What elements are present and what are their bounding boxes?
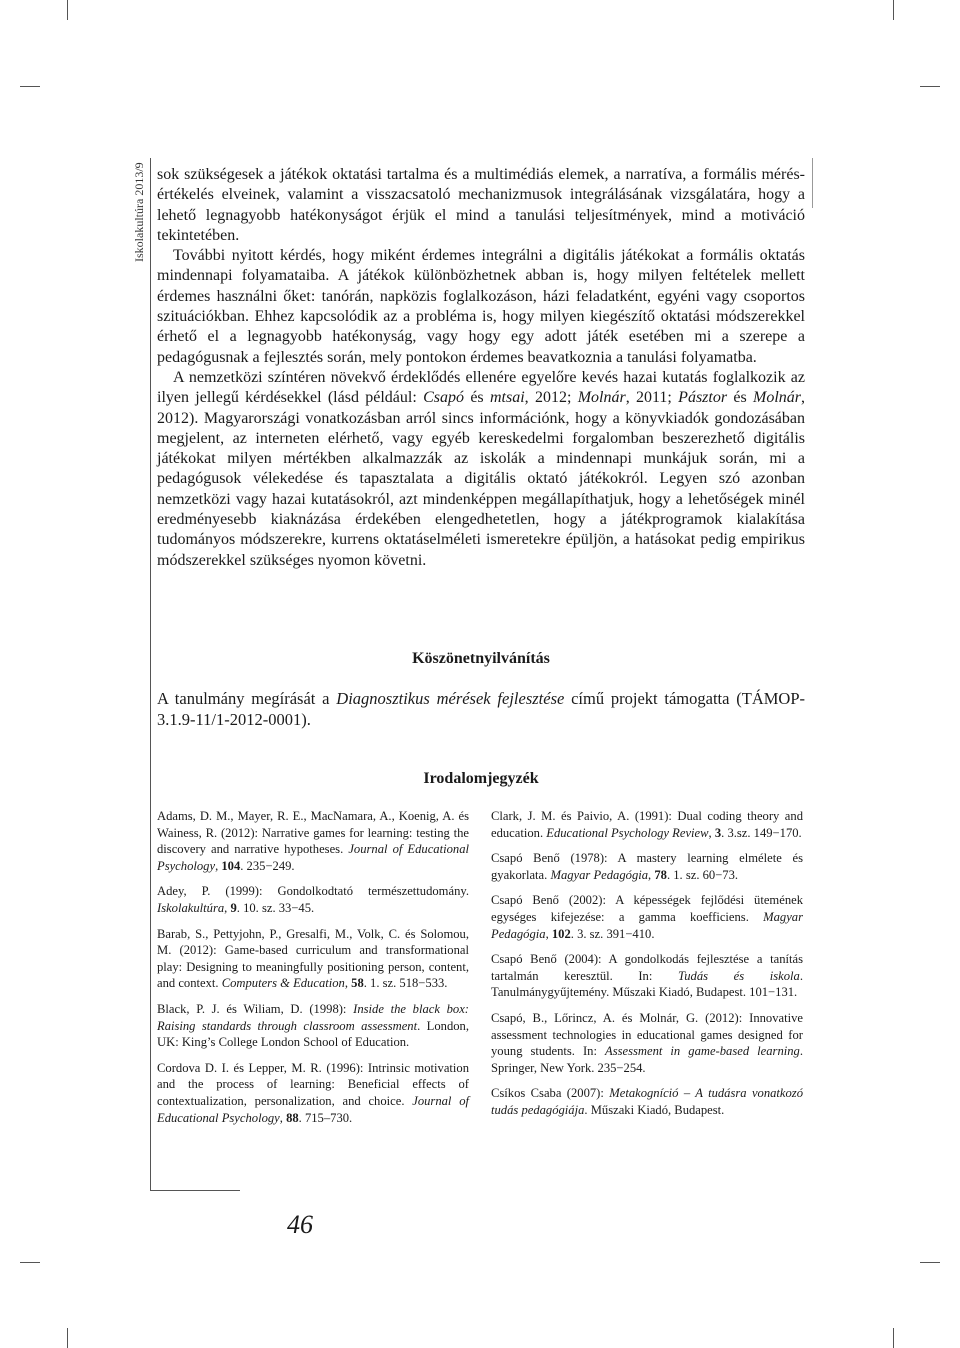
acknowledgement-heading: Köszönetnyilvánítás — [412, 650, 550, 667]
reference-entry: Csapó Benő (2002): A képességek fejlődési ütemének egységes kifejezése: a gamma koefficiens. Magyar Pedagógia, 102. 3. sz. 391−410. — [491, 893, 803, 941]
reference-entry: Black, P. J. és Wiliam, D. (1998): Inside the black box: Raising standards through classroom assessment. London, UK: King’s College London School of Education. — [157, 1001, 469, 1050]
references-left-column — [157, 808, 469, 1135]
paragraph: További nyitott kérdés, hogy miként érdemes integrálni a digitális játékokat a formális oktatás mindennapi folyamataiba. A játékok különbözhetnek abban is, hogy milyen feltételek mellett érdemes használni őket: tanórán, napközis foglalkozáson, házi feladatként, egyéni vagy csoportos szituációkban. Ehhez kapcsolódik az a probléma is, hogy milyen kiegészítő oktatási módszerekkel érhető el a legnagyobb hatékonyság, vagy hogy egy adott játék esetében mi a szerepe a pedagógusnak a fejlesztés során, mely pontokon érdemes beavatkoznia a tanulási folyamatba. — [157, 247, 805, 366]
body-text — [157, 165, 805, 571]
crop-mark — [67, 1328, 68, 1348]
reference-entry: Csapó, B., Lőrincz, A. és Molnár, G. (2012): Innovative assessment technologies in educational games designed for young students. In: Assessment in game-based learning. Springer, New York. 235−254. — [491, 1010, 803, 1075]
reference-entry: Adams, D. M., Mayer, R. E., MacNamara, A., Koenig, A. és Wainess, R. (2012): Narrative games for learning: testing the discovery and narrative hypotheses. Journal of Educational Psychology, 104. 235−249. — [157, 809, 469, 873]
crop-mark — [920, 1262, 940, 1263]
acknowledgement-text: A tanulmány megírását a Diagnosztikus mérések fejlesztése című projekt támogatta (TÁMOP-3.1.9-11/1-2012-0001). — [157, 689, 805, 729]
crop-mark — [20, 86, 40, 87]
page-number: 46 — [287, 1210, 313, 1239]
reference-entry: Csapó Benő (2004): A gondolkodás fejlesztése a tanítás tartalmán keresztül. In: Tudás és iskola. Tanulmánygyűjtemény. Műszaki Kiadó, Budapest. 101−131. — [491, 952, 803, 1000]
reference-entry: Barab, S., Pettyjohn, P., Gresalfi, M., Volk, C. és Solomou, M. (2012): Game-based curriculum and transformational play: Designing to meaningfully positioning person, content, and context. Computers & Education, 58. 1. sz. 518−533. — [157, 926, 469, 991]
margin-rule — [150, 158, 151, 1190]
paragraph: A nemzetközi színtéren növekvő érdeklődés ellenére egyelőre kevés hazai kutatás foglalkozik az ilyen jellegű kérdésekkel (lásd például: Csapó és mtsai, 2012; Molnár, 2011; Pásztor és Molnár, 2012). Magyarországi vonatkozásban arról sincs információnk, hogy a könyvkiadók gondozásában megjelent, az interneten elérhető, vagy egyéb kereskedelmi forgalomban beszerezhető digitális játékokat milyen mértékben alkalmazzák az iskolák a mindennapi munkájuk során, mi a pedagógusok vélekedése és tapasztalata a digitális oktató játékokról. Legyen szó azonban nemzetközi vagy hazai kutatásokról, azt mindenképpen megállapíthatjuk, hogy a lehetőségek minél eredményesebb kiaknázása érdekében elengedhetetlen, hogy a játékprogramok kialakítása tudományos módszerekre, kurrens oktatáselméleti ismeretekre épüljön, a hatásokat pedig empirikus módszerekkel szükséges nyomon követni. — [157, 368, 806, 569]
crop-mark — [893, 1328, 894, 1348]
crop-mark — [920, 86, 940, 87]
crop-mark — [67, 0, 68, 20]
crop-mark — [20, 1262, 40, 1263]
references-right-column — [491, 808, 803, 1128]
references-heading: Irodalomjegyzék — [423, 770, 539, 787]
reference-entry: Cordova D. I. és Lepper, M. R. (1996): Intrinsic motivation and the process of learning: Beneficial effects of contextualization, personalization, and choice. Journal of Educational Psychology, 88. 715–730. — [157, 1060, 469, 1125]
footer-rule — [150, 1190, 240, 1191]
reference-entry: Csapó Benő (1978): A mastery learning elmélete és gyakorlata. Magyar Pedagógia, 78. 1. sz. 60−73. — [491, 851, 803, 882]
right-margin-rule — [812, 158, 813, 208]
crop-mark — [893, 0, 894, 20]
reference-entry: Clark, J. M. és Paivio, A. (1991): Dual coding theory and education. Educational Psychology Review, 3. 3.sz. 149−170. — [491, 809, 803, 840]
reference-entry: Csíkos Csaba (2007): Metakogníció – A tudásra vonatkozó tudás pedagógiája. Műszaki Kiadó, Budapest. — [491, 1086, 804, 1117]
journal-label: Iskolakultúra 2013/9 — [132, 162, 146, 262]
reference-entry: Adey, P. (1999): Gondolkodtató természettudomány. Iskolakultúra, 9. 10. sz. 33−45. — [157, 884, 469, 915]
paragraph: sok szükségesek a játékok oktatási tartalma és a multimédiás elemek, a narratíva, a formális mérés-értékelés elveinek, valamint a visszacsatoló mechanizmusok integrálásának vizsgálatára, hogy a lehető legnagyobb hatékonyságot érjük el mind a tanulási teljesítmények, mind a motiváció tekintetében. — [157, 166, 805, 244]
